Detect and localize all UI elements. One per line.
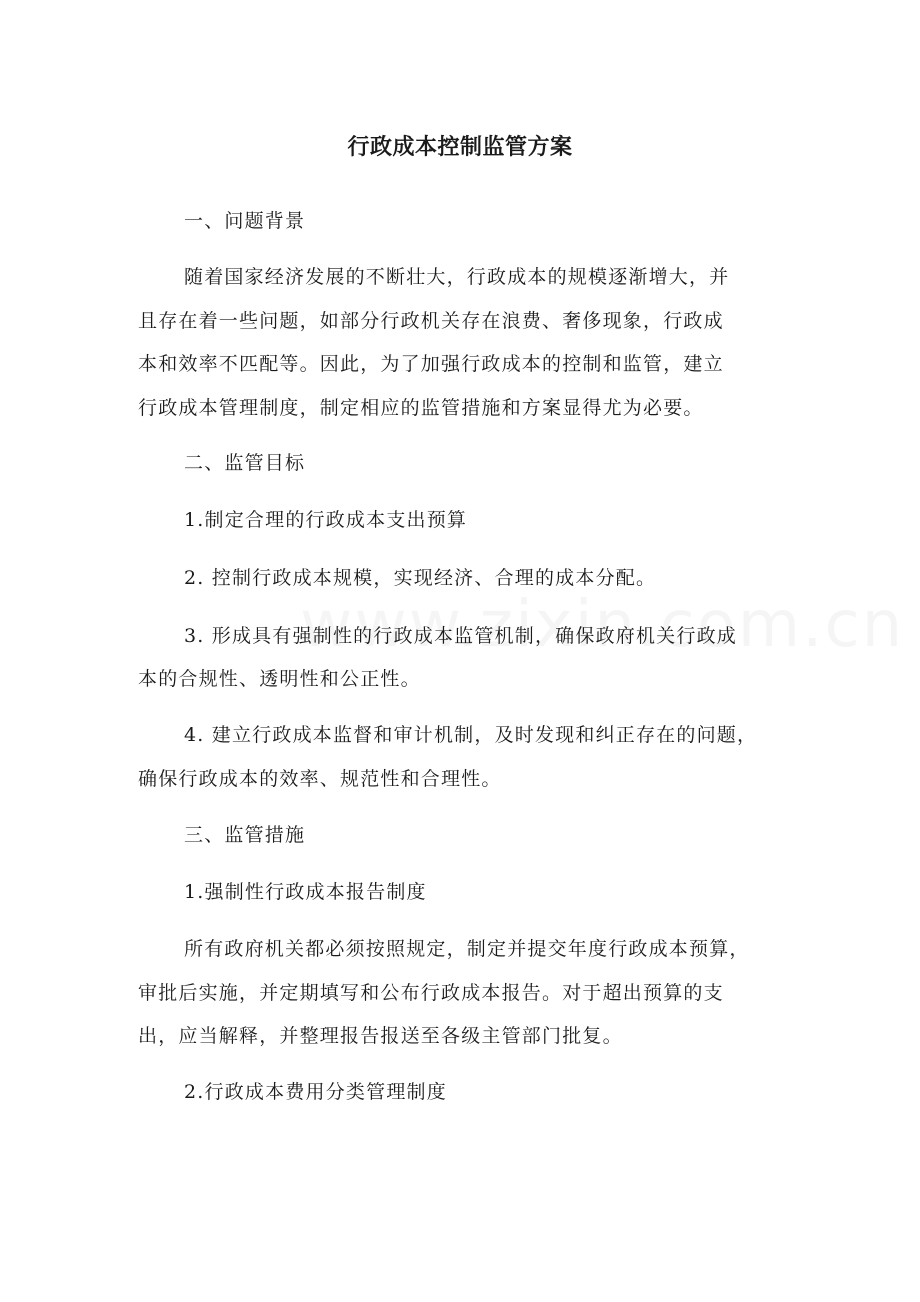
paragraph-line: 且存在着一些问题，如部分行政机关存在浪费、奢侈现象，行政成 bbox=[138, 310, 724, 332]
subheading: 1.强制性行政成本报告制度 bbox=[184, 881, 427, 903]
list-item: 2. 控制行政成本规模，实现经济、合理的成本分配。 bbox=[184, 567, 657, 589]
list-item: 1.制定合理的行政成本支出预算 bbox=[184, 509, 468, 531]
paragraph-line: 出，应当解释，并整理报告报送至各级主管部门批复。 bbox=[138, 1025, 623, 1047]
section-heading-background: 一、问题背景 bbox=[184, 210, 306, 232]
list-item-continuation: 确保行政成本的效率、规范性和合理性。 bbox=[138, 768, 502, 790]
paragraph-line: 行政成本管理制度，制定相应的监管措施和方案显得尤为必要。 bbox=[138, 397, 704, 419]
list-item: 4. 建立行政成本监督和审计机制，及时发现和纠正存在的问题， bbox=[184, 724, 758, 746]
section-heading-goals: 二、监管目标 bbox=[184, 452, 306, 474]
paragraph-line: 所有政府机关都必须按照规定，制定并提交年度行政成本预算， bbox=[184, 938, 750, 960]
list-item-continuation: 本的合规性、透明性和公正性。 bbox=[138, 668, 421, 690]
paragraph-line: 随着国家经济发展的不断壮大，行政成本的规模逐渐增大，并 bbox=[184, 266, 730, 288]
document-title: 行政成本控制监管方案 bbox=[347, 135, 573, 160]
list-item: 3. 形成具有强制性的行政成本监管机制，确保政府机关行政成 bbox=[184, 625, 737, 647]
paragraph-line: 审批后实施，并定期填写和公布行政成本报告。对于超出预算的支 bbox=[138, 982, 724, 1004]
paragraph-line: 本和效率不匹配等。因此，为了加强行政成本的控制和监管，建立 bbox=[138, 353, 724, 375]
section-heading-measures: 三、监管措施 bbox=[184, 824, 306, 846]
subheading: 2.行政成本费用分类管理制度 bbox=[184, 1081, 447, 1103]
